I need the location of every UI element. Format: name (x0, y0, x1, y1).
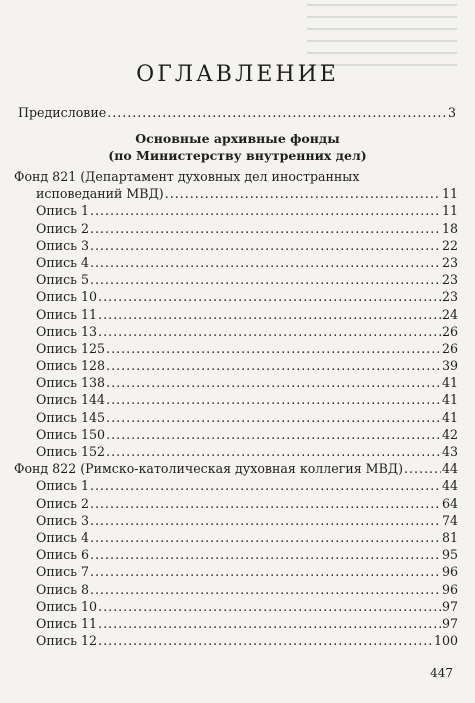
toc-entry-label: Опись 2 (36, 495, 90, 511)
toc-entry-inventory[interactable] (14, 598, 458, 615)
leader-dots (90, 563, 441, 580)
toc-entry-page: 95 (441, 547, 458, 563)
toc-entry-page: 44 (441, 461, 458, 477)
toc-entry-label: Опись 10 (36, 598, 98, 614)
toc-entry-page: 24 (441, 306, 458, 322)
toc-entry-label: Опись 3 (36, 512, 90, 528)
toc-entry-label: Опись 1 (36, 203, 90, 219)
leader-dots (90, 237, 441, 254)
leader-dots (98, 615, 441, 632)
toc-entry-label: Опись 3 (36, 237, 90, 253)
toc-entry-page: 26 (441, 340, 458, 356)
toc-entry-page: 41 (441, 375, 458, 391)
fond-822-inventory-list (14, 477, 458, 649)
toc-entry-page: 11 (441, 186, 458, 202)
toc-entry-inventory[interactable] (14, 512, 458, 529)
toc-entry-page: 23 (441, 272, 458, 288)
page-number: 447 (430, 666, 453, 680)
toc-entry-inventory[interactable] (14, 202, 458, 219)
toc-entry-page: 18 (441, 220, 458, 236)
leader-dots (106, 357, 441, 374)
toc-entry-inventory[interactable] (14, 426, 458, 443)
leader-dots (107, 104, 447, 121)
toc-entry-inventory[interactable] (14, 443, 458, 460)
toc-entry-page: 42 (441, 426, 458, 442)
toc-entry-inventory[interactable] (14, 254, 458, 271)
toc-entry-page: 100 (433, 633, 458, 649)
page-title: ОГЛАВЛЕНИЕ (136, 62, 339, 87)
toc-entry-label: Опись 144 (36, 392, 106, 408)
toc-entry-page: 11 (441, 203, 458, 219)
leader-dots (98, 632, 433, 649)
toc-entry-label: Опись 125 (36, 340, 106, 356)
toc-entry-inventory[interactable] (14, 288, 458, 305)
toc-entry-label: Опись 7 (36, 564, 90, 580)
toc-entry-page: 74 (441, 512, 458, 528)
leader-dots (90, 271, 441, 288)
toc-entry-page: 23 (441, 254, 458, 270)
toc-entry-label: Опись 152 (36, 444, 106, 460)
toc-entry-page: 41 (441, 409, 458, 425)
toc-entry-page: 41 (441, 392, 458, 408)
toc-entry-page: 22 (441, 237, 458, 253)
toc-entry-fond-821[interactable] (14, 185, 458, 202)
toc-entry-label: Опись 10 (36, 289, 98, 305)
toc-entry-inventory[interactable] (14, 323, 458, 340)
section-heading-line2: (по Министерству внутренних дел) (108, 148, 367, 163)
toc-entry-label: Опись 13 (36, 323, 98, 339)
toc-entry-label: Предисловие (18, 105, 107, 120)
toc-entry-label: Опись 128 (36, 358, 106, 374)
leader-dots (90, 477, 441, 494)
toc-entry-inventory[interactable] (14, 220, 458, 237)
toc-entry-inventory[interactable] (14, 357, 458, 374)
toc-entry-inventory[interactable] (14, 529, 458, 546)
toc-entry-inventory[interactable] (14, 306, 458, 323)
toc-entry-page: 97 (441, 615, 458, 631)
toc-entry-label: Опись 1 (36, 478, 90, 494)
leader-dots (90, 581, 441, 598)
toc-entry-page: 3 (447, 105, 456, 120)
toc-entry-label: Опись 11 (36, 306, 98, 322)
toc-entry-page: 96 (441, 564, 458, 580)
leader-dots (106, 443, 441, 460)
leader-dots (98, 306, 441, 323)
fond-821-inventory-list (14, 202, 458, 460)
table-of-contents (14, 168, 458, 649)
toc-entry-inventory[interactable] (14, 546, 458, 563)
toc-entry-label: Опись 12 (36, 633, 98, 649)
toc-entry-preface[interactable] (18, 104, 456, 121)
toc-entry-page: 26 (441, 323, 458, 339)
leader-dots (90, 254, 441, 271)
toc-entry-page: 97 (441, 598, 458, 614)
leader-dots (90, 529, 441, 546)
leader-dots (90, 220, 441, 237)
leader-dots (98, 288, 441, 305)
toc-entry-label: Опись 11 (36, 615, 98, 631)
leader-dots (165, 185, 441, 202)
toc-entry-label: Опись 138 (36, 375, 106, 391)
leader-dots (404, 460, 441, 477)
leader-dots (90, 495, 441, 512)
toc-entry-page: 39 (441, 358, 458, 374)
toc-entry-inventory[interactable] (14, 615, 458, 632)
toc-entry-inventory[interactable] (14, 477, 458, 494)
toc-entry-label: Опись 6 (36, 547, 90, 563)
toc-entry-label: Опись 150 (36, 426, 106, 442)
toc-entry-label: Фонд 822 (Римско-католическая духовная коллегия МВД) (14, 461, 403, 477)
toc-entry-inventory[interactable] (14, 391, 458, 408)
toc-entry-inventory[interactable] (14, 409, 458, 426)
toc-entry-inventory[interactable] (14, 581, 458, 598)
toc-entry-inventory[interactable] (14, 374, 458, 391)
toc-entry-inventory[interactable] (14, 237, 458, 254)
leader-dots (106, 391, 441, 408)
toc-entry-inventory[interactable] (14, 632, 458, 649)
toc-entry-inventory[interactable] (14, 271, 458, 288)
toc-entry-label: Опись 2 (36, 220, 90, 236)
toc-entry-label: Опись 145 (36, 409, 106, 425)
leader-dots (106, 426, 441, 443)
leader-dots (98, 323, 441, 340)
toc-entry-label: исповеданий МВД) (36, 186, 164, 202)
toc-entry-page: 81 (441, 529, 458, 545)
toc-entry-label: Опись 8 (36, 581, 90, 597)
toc-entry-label: Опись 5 (36, 272, 90, 288)
leader-dots (90, 546, 441, 563)
section-heading (0, 130, 475, 164)
toc-entry-page: 64 (441, 495, 458, 511)
leader-dots (98, 598, 441, 615)
leader-dots (106, 409, 441, 426)
toc-entry-page: 96 (441, 581, 458, 597)
toc-entry-inventory[interactable] (14, 563, 458, 580)
toc-entry-page: 44 (441, 478, 458, 494)
fond-821-heading-line1: Фонд 821 (Департамент духовных дел иностранных (14, 169, 360, 184)
toc-entry-inventory[interactable] (14, 340, 458, 357)
toc-entry-page: 43 (441, 444, 458, 460)
section-heading-line1: Основные архивные фонды (135, 131, 340, 146)
toc-entry-fond-822[interactable] (14, 460, 458, 477)
toc-entry-label: Опись 4 (36, 529, 90, 545)
toc-entry-inventory[interactable] (14, 495, 458, 512)
leader-dots (106, 340, 441, 357)
leader-dots (90, 202, 441, 219)
toc-entry-page: 23 (441, 289, 458, 305)
toc-entry-label: Опись 4 (36, 254, 90, 270)
leader-dots (106, 374, 441, 391)
leader-dots (90, 512, 441, 529)
